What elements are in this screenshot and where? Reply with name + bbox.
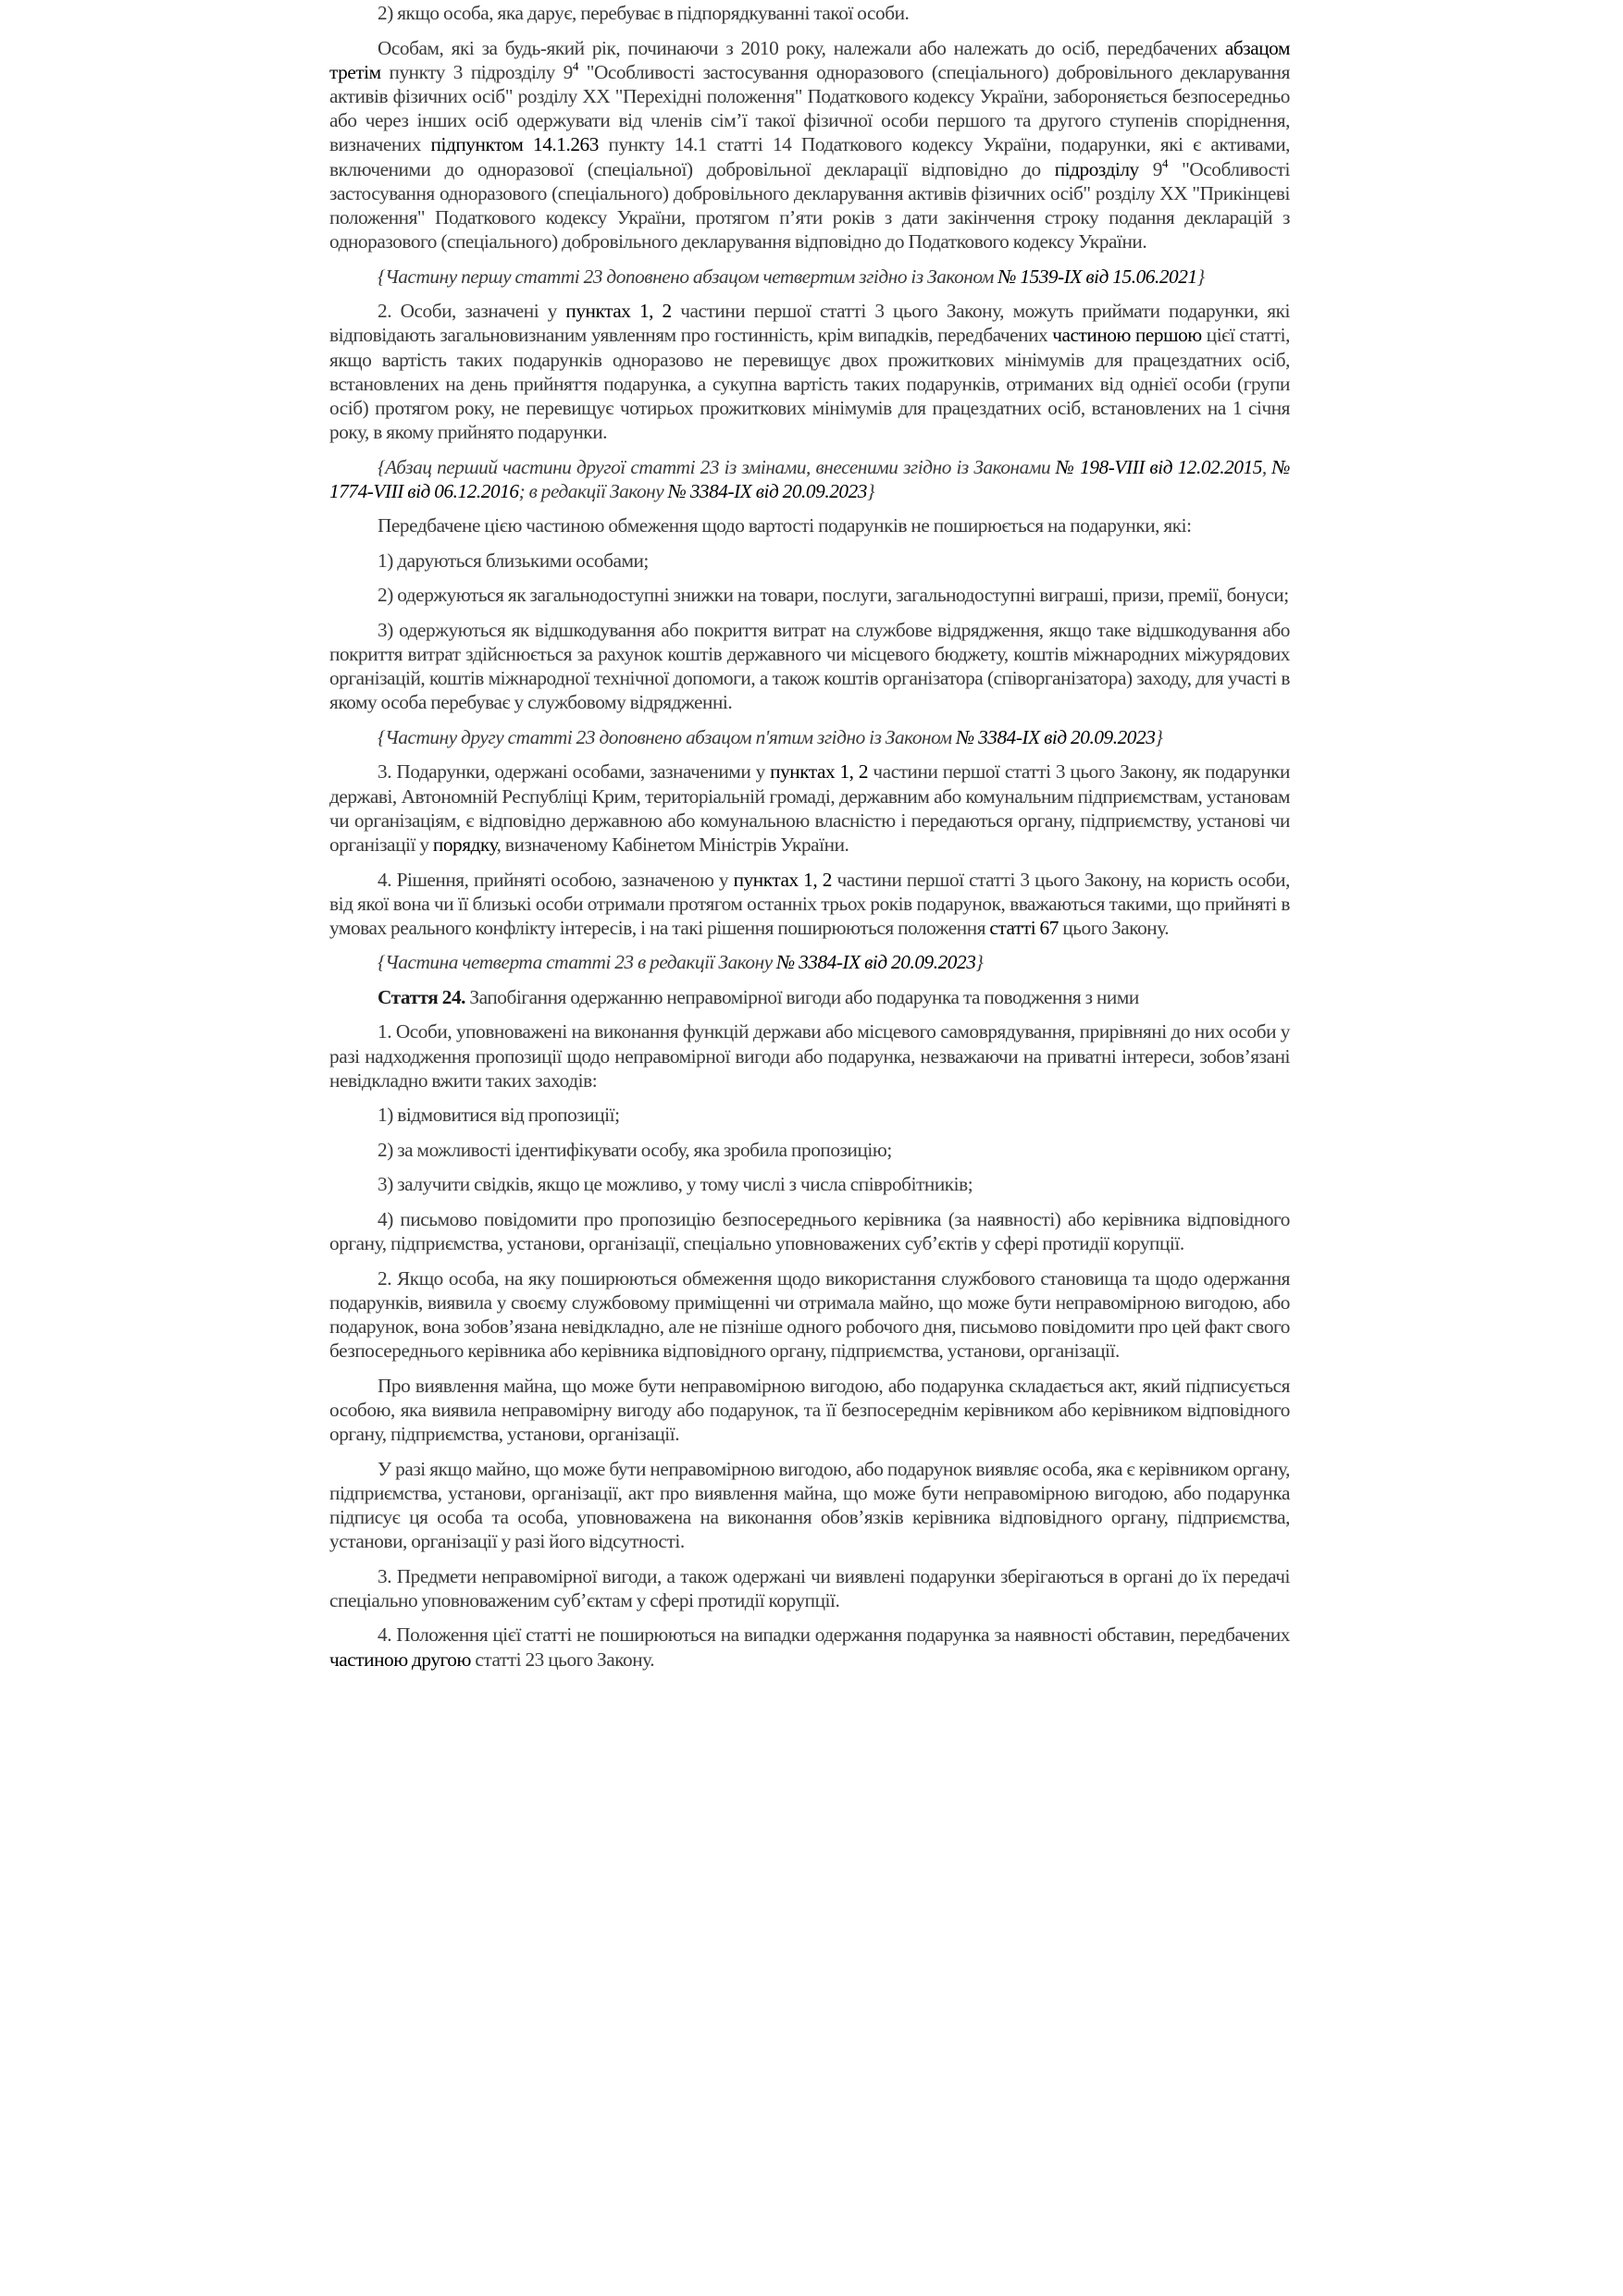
paragraph-head-discovery — [329, 1457, 1290, 1554]
text: 2. Якщо особа, на яку поширюються обмеження щодо використання службового становища та щодо одержання подарунків, виявила у своєму службовому приміщенні чи отримала майно, що може бути неправомірною вигодою, або подарунок, вона зобов’язана невідкладно, але не пізніше одного робочого дня, письмово повідомити про цей факт свого безпосереднього керівника або керівника відповідного органу, підприємства, установи, організації. — [329, 1266, 1290, 1363]
paragraph-part-4 — [329, 868, 1290, 941]
text: статті 23 цього Закону. — [470, 1648, 655, 1671]
text: 3. Подарунки, одержані особами, зазначеними у — [378, 760, 771, 784]
text: 9 — [1138, 157, 1162, 180]
text: 2) якщо особа, яка дарує, перебуває в підпорядкуванні такої особи. — [378, 2, 910, 24]
link-subsection[interactable]: підрозділу — [1054, 157, 1139, 180]
paragraph-limit-exceptions — [329, 513, 1290, 537]
paragraph-family-gifts — [329, 36, 1290, 254]
text: 4) письмово повідомити про пропозицію безпосереднього керівника (за наявності) або керівника відповідного органу, підприємства, установи, організації, спеціально уповноважених суб’єктів у сфері протидії корупції. — [329, 1207, 1290, 1255]
text: частини першої статті 3 цього Закону, на користь особи, від якої вона чи її близькі особи отримали протягом останніх трьох років подарунок, вважаються такими, що прийняті в умовах реального конфлікту інтересів, і на такі рішення поширюються положення — [329, 868, 1291, 939]
link-procedure[interactable]: порядку — [432, 833, 497, 857]
superscript: 4 — [1162, 155, 1169, 170]
text: } — [867, 479, 875, 502]
text: 3) одержуються як відшкодування або покриття витрат на службове відрядження, якщо таке відшкодування або покриття витрат здійснюється за рахунок коштів державного чи місцевого бюджету, коштів міжнародних міжурядових організацій, коштів міжнародної технічної допомоги, а також коштів організатора (співорганізатора) заходу, для участі в якому особа перебуває у службовому відрядженні. — [329, 618, 1290, 714]
superscript: 4 — [572, 58, 578, 73]
text: {Частину першу статті 23 доповнено абзацом четвертим згідно із Законом — [378, 265, 998, 288]
link-subclause-14-1-263[interactable]: підпунктом 14.1.263 — [430, 133, 599, 156]
text: Передбачене цією частиною обмеження щодо вартості подарунків не поширюється на подарунки, які: — [378, 514, 1192, 537]
text: 2) одержуються як загальнодоступні знижки на товари, послуги, загальнодоступні виграші, призи, премії, бонуси; — [378, 584, 1289, 607]
text: цього Закону. — [1058, 916, 1170, 939]
amendment-note — [329, 265, 1290, 289]
paragraph-part-2 — [329, 299, 1290, 444]
paragraph-art24-part-1 — [329, 1019, 1290, 1092]
text: частини першої статті 3 цього Закону, можуть приймати подарунки, які відповідають загальновизнаним уявленням про гостинність, крім випадків, передбачених — [329, 300, 1290, 347]
text: {Частина четверта статті 23 в редакції Закону — [378, 951, 777, 974]
paragraph-art24-part-2 — [329, 1266, 1290, 1364]
paragraph-part-3 — [329, 759, 1290, 857]
list-item — [329, 618, 1290, 715]
text: } — [1196, 265, 1205, 288]
amendment-note — [329, 950, 1290, 974]
text: 1. Особи, уповноважені на виконання функцій держави або місцевого самоврядування, прирівняні до них особи у разі надходження пропозиції щодо неправомірної вигоди або подарунка, незважаючи на приватні інтереси, зобов’язані невідкладно вжити таких заходів: — [329, 1020, 1290, 1092]
text: 4. Рішення, прийняті особою, зазначеною у — [378, 868, 734, 891]
link-points-1-2[interactable]: пунктах 1, 2 — [565, 300, 672, 323]
link-law-3384[interactable]: № 3384-IX від 20.09.2023 — [667, 479, 867, 502]
article-title: Запобігання одержанню неправомірної вигоди або подарунка та поводження з ними — [465, 985, 1139, 1008]
link-paragraph-third[interactable]: абзацом третім — [329, 36, 1290, 83]
text: Про виявлення майна, що може бути неправомірною вигодою, або подарунка складається акт, який підписується особою, яка виявила неправомірну вигоду або подарунок, та її безпосереднім керівником або керівником відповідного органу, підприємства, установи, організації. — [329, 1374, 1290, 1446]
text: У разі якщо майно, що може бути неправомірною вигодою, або подарунок виявляє особа, яка є керівником органу, підприємства, установи, організації, акт про виявлення майна, що може бути неправомірною вигодою, або подарунка підписує ця особа та особа, уповноважена на виконання обов’язків керівника відповідного органу, підприємства, установи, організації у разі його відсутності. — [329, 1457, 1290, 1553]
text: 3. Предмети неправомірної вигоди, а також одержані чи виявлені подарунки зберігаються в органі до їх передачі спеціально уповноваженим суб’єктам у сфері протидії корупції. — [329, 1564, 1290, 1611]
list-item — [329, 1103, 1290, 1127]
text: пункту 3 підрозділу 9 — [380, 60, 573, 83]
list-item — [329, 549, 1290, 573]
text: , визначеному Кабінетом Міністрів України. — [496, 833, 849, 857]
list-item — [329, 583, 1290, 607]
link-article-67[interactable]: статті 67 — [989, 916, 1059, 939]
text: {Абзац перший частини другої статті 23 із змінами, внесеними згідно із Законами — [378, 455, 1056, 478]
link-part-two[interactable]: частиною другою — [329, 1648, 471, 1671]
text: 2) за можливості ідентифікувати особу, яка зробила пропозицію; — [378, 1138, 892, 1161]
link-law-1539[interactable]: № 1539-IX від 15.06.2021 — [997, 265, 1197, 288]
list-item — [329, 1138, 1290, 1162]
text: частини першої статті 3 цього Закону, як подарунки державі, Автономній Республіці Крим, територіальній громаді, державним або комунальним підприємствам, установам чи організаціям, є відповідно державною або комунальною власністю і передаються органу, підприємству, установі чи організації у — [329, 760, 1290, 857]
link-law-3384[interactable]: № 3384-IX від 20.09.2023 — [956, 725, 1156, 748]
link-law-1774[interactable]: № 1774-VIII від 06.12.2016 — [329, 455, 1291, 502]
document-page — [329, 0, 1290, 1682]
list-item — [329, 1207, 1290, 1255]
paragraph-art24-part-4 — [329, 1623, 1290, 1671]
text: } — [975, 951, 984, 974]
text: цієї статті, якщо вартість таких подарунків одноразово не перевищує двох прожиткових мінімумів для працездатних осіб, встановлених на день прийняття подарунка, а сукупна вартість таких подарунків, отриманих від однієї особи (групи осіб) протягом року, не перевищує чотирьох прожиткових мінімумів для працездатних осіб, встановлених на 1 січня року, в якому прийнято подарунки. — [329, 324, 1290, 444]
text: 4. Положення цієї статті не поширюються на випадки одержання подарунка за наявності обставин, передбачених — [378, 1623, 1290, 1647]
text: Особам, які за будь-який рік, починаючи з 2010 року, належали або належать до осіб, передбачених — [378, 36, 1225, 59]
article-24-heading — [329, 985, 1290, 1009]
link-law-3384[interactable]: № 3384-IX від 20.09.2023 — [776, 951, 976, 974]
article-number: Стаття 24. — [378, 985, 466, 1008]
text: 1) даруються близькими особами; — [378, 549, 649, 572]
text: "Особливості застосування одноразового (спеціального) добровільного декларування активів фізичних осіб" розділу XX "Прикінцеві положення" Податкового кодексу України, протягом п’яти років з дати закінчення строку подання декларацій з одноразового (спеціального) добровільного декларування відповідно до Податкового кодексу України. — [329, 157, 1290, 253]
text: 1) відмовитися від пропозиції; — [378, 1104, 620, 1127]
text: {Частину другу статті 23 доповнено абзацом п'ятим згідно із Законом — [378, 725, 957, 748]
paragraph-subitem-2 — [329, 1, 1290, 25]
text: 3) залучити свідків, якщо це можливо, у тому числі з числа співробітників; — [378, 1173, 973, 1196]
text: ; в редакції Закону — [518, 479, 668, 502]
text: , — [1261, 455, 1272, 478]
link-points-1-2[interactable]: пунктах 1, 2 — [733, 868, 832, 891]
link-law-198[interactable]: № 198-VIII від 12.02.2015 — [1055, 455, 1262, 478]
amendment-note — [329, 455, 1290, 503]
paragraph-art24-part-3 — [329, 1564, 1290, 1612]
paragraph-act-of-discovery — [329, 1374, 1290, 1447]
text: пункту 14.1 статті 14 Податкового кодексу України, подарунки, які є активами, включеними до одноразової (спеціальної) добровільної декларації відповідно до — [329, 133, 1291, 180]
amendment-note — [329, 725, 1290, 749]
link-part-one[interactable]: частиною першою — [1052, 324, 1202, 347]
text: "Особливості застосування одноразового (спеціального) добровільного декларування активів фізичних осіб" розділу XX "Перехідні положення" Податкового кодексу України, забороняється безпосередньо або через інших осіб одержувати від членів сім’ї такої фізичної особи першого та другого ступенів споріднення, визначених — [329, 60, 1290, 156]
text: } — [1155, 725, 1163, 748]
text: 2. Особи, зазначені у — [378, 300, 566, 323]
list-item — [329, 1172, 1290, 1196]
link-points-1-2[interactable]: пунктах 1, 2 — [770, 760, 869, 784]
